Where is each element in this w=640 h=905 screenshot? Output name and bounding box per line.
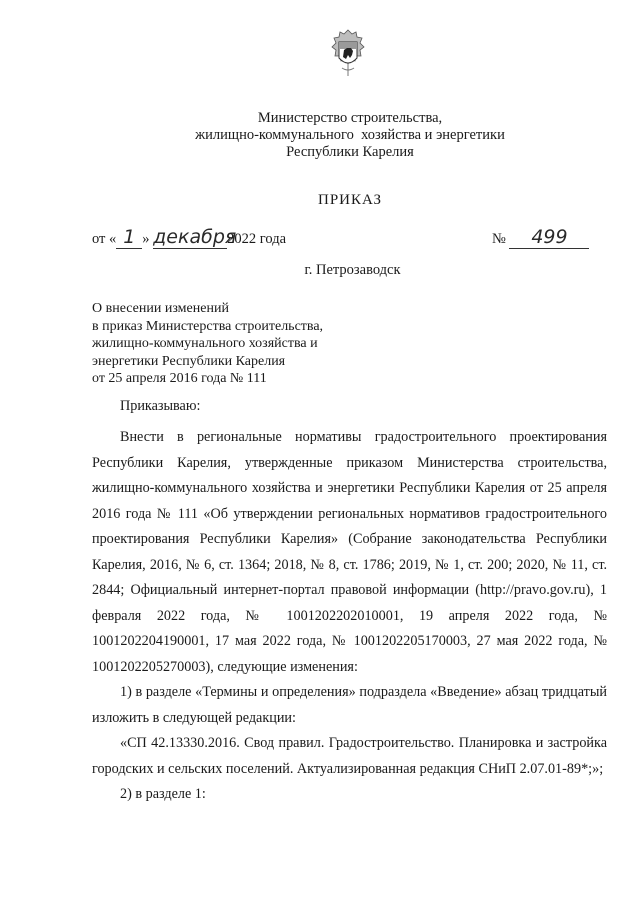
order-title: ПРИКАЗ	[318, 192, 382, 208]
coat-of-arms-icon	[330, 28, 366, 78]
paragraph-1: Внести в региональные нормативы градостроительного проектирования Республики Карелия, утвержденные приказом Министерства строительства, жилищно-коммунального хозяйства и энергетики Республики Карелия от 25 апреля 2016 года № 111 «Об утверждении региональных нормативов градостроительного проектирования Республики Карелия» (Собрание законодательства Республики Карелия, 2016, № 6, ст. 1364; 2018, № 8, ст. 1786; 2019, № 1, ст. 200; 2020, № 11, ст. 2844; Официальный интернет-портал правовой информации (http://pravo.gov.ru), 1 февраля 2022 года, № 1001202202010001, 19 апреля 2022 года, № 1001202204190001, 17 мая 2022 года, № 1001202205170003, 27 мая 2022 года, № 1001202205270003), следующие изменения:	[92, 429, 607, 675]
ministry-line-1: Министерство строительства,	[257, 110, 443, 126]
order-date	[92, 226, 286, 249]
order-word: Приказываю:	[120, 398, 201, 414]
date-prefix: от «	[92, 231, 117, 247]
paragraph-3: «СП 42.13330.2016. Свод правил. Градостроительство. Планировка и застройка городских и сельских поселений. Актуализированная редакция СНиП 2.07.01-89*;»;	[92, 735, 607, 777]
subject-line-2: в приказ Министерства строительства,	[92, 318, 324, 334]
number-prefix: №	[492, 231, 506, 247]
subject-line-5: от 25 апреля 2016 года № 111	[92, 371, 267, 386]
subject-line-4: энергетики Республики Карелия	[92, 353, 286, 369]
paragraph-4: 2) в разделе 1:	[120, 786, 206, 802]
order-number	[492, 226, 589, 249]
city: г. Петрозаводск	[304, 262, 401, 278]
handwritten-day: 1	[123, 226, 136, 248]
order-subject	[92, 300, 392, 388]
date-mid: »	[142, 231, 150, 247]
ministry-name	[150, 110, 550, 161]
subject-line-3: жилищно-коммунального хозяйства и	[92, 336, 318, 351]
handwritten-month: декабря	[153, 226, 237, 248]
ministry-line-2: жилищно-коммунального хозяйства и энергетики	[195, 127, 505, 143]
date-suffix: 2022 года	[227, 231, 287, 247]
ministry-line-3: Республики Карелия	[286, 144, 414, 160]
subject-line-1: О внесении изменений	[92, 301, 229, 316]
paragraph-2: 1) в разделе «Термины и определения» подраздела «Введение» абзац тридцатый изложить в следующей редакции:	[92, 684, 607, 726]
body-text	[92, 425, 607, 808]
handwritten-number: 499	[531, 226, 568, 248]
